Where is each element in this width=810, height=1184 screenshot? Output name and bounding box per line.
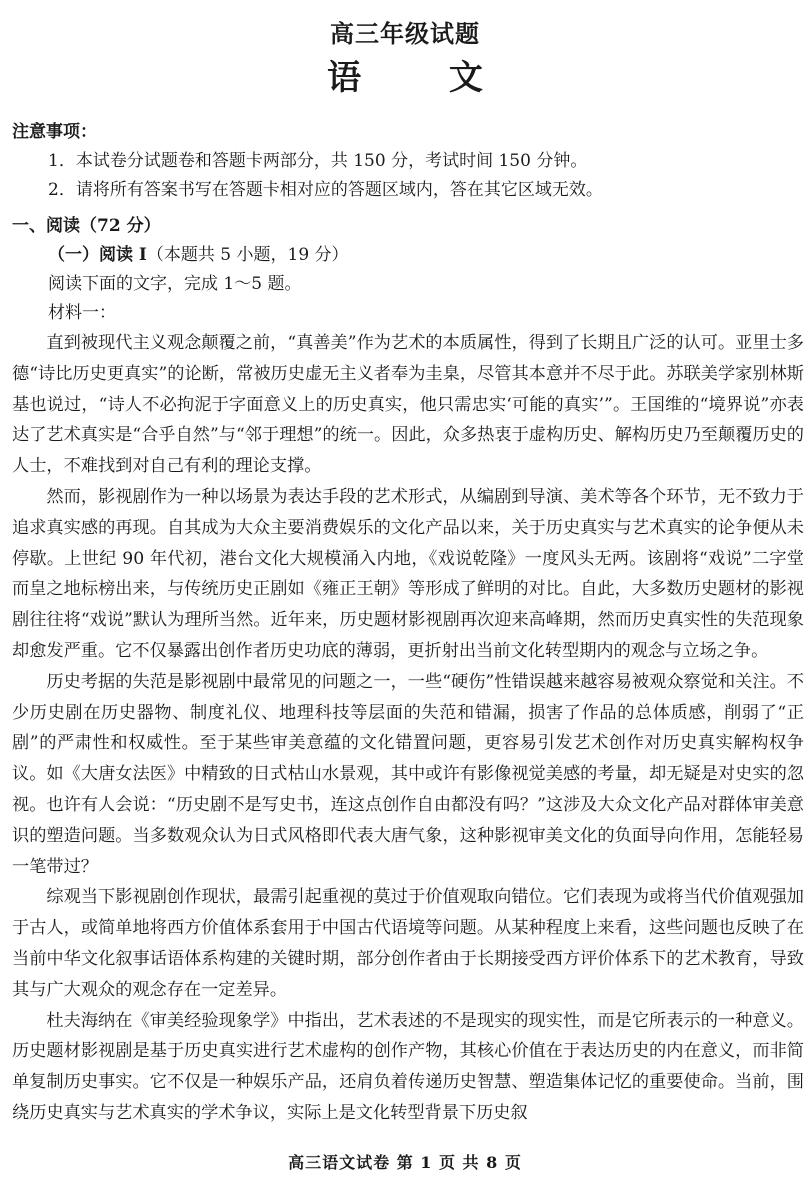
material-label: 材料一： <box>48 303 116 323</box>
section-heading: 一、阅读（72 分） <box>12 216 161 236</box>
notice-section <box>12 118 804 205</box>
page-footer: 高三语文试卷 第 1 页 共 8 页 <box>288 1153 522 1172</box>
sub-heading <box>12 241 804 270</box>
notice-label: 注意事项： <box>12 122 97 142</box>
paragraph: 杜夫海纳在《审美经验现象学》中指出，艺术表述的不是现实的现实性，而是它所表示的一种意义。历史题材影视剧是基于历史真实进行艺术虚构的创作产物，其核心价值在于表达历史的内在意义，而非简单复制历史事实。它不仅是一种娱乐产品，还肩负着传递历史智慧、塑造集体记忆的重要使命。当前，围绕历史真实与艺术真实的学术争议，实际上是文化转型背景下历史叙 <box>12 1010 804 1123</box>
paragraph: 综观当下影视剧创作现状，最需引起重视的莫过于价值观取向错位。它们表现为或将当代价值观强加于古人，或简单地将西方价值体系套用于中国古代语境等问题。从某种程度上来看，这些问题也反映了在当前中华文化叙事话语体系构建的关键时期，部分创作者由于长期接受西方评价体系下的艺术教育，导致其与广大观众的观念存在一定差异。 <box>12 887 804 1000</box>
sub-heading-note: （本题共 5 小题，19 分） <box>146 245 349 265</box>
notice-item: 2．请将所有答案书写在答题卡相对应的答题区域内，答在其它区域无效。 <box>48 180 603 200</box>
reading-section <box>12 212 804 328</box>
instruction: 阅读下面的文字，完成 1～5 题。 <box>48 274 302 294</box>
paragraph: 历史考据的失范是影视剧中最常见的问题之一，一些“硬伤”性错误越来越容易被观众察觉和关注。不少历史剧在历史器物、制度礼仪、地理科技等层面的失范和错漏，损害了作品的总体质感，削弱了“正剧”的严肃性和权威性。至于某些审美意蕴的文化错置问题，更容易引发艺术创作对历史真实解构权争议。如《大唐女法医》中精致的日式枯山水景观，其中或许有影像视觉美感的考量，却无疑是对史实的忽视。也许有人会说：“历史剧不是写史书，连这点创作自由都没有吗？”这涉及大众文化产品对群体审美意识的塑造问题。当多数观众认为日式风格即代表大唐气象，这种影视审美文化的负面导向作用，怎能轻易一笔带过？ <box>12 671 804 877</box>
notice-item: 1．本试卷分试题卷和答题卡两部分，共 150 分，考试时间 150 分钟。 <box>48 151 588 171</box>
exam-title: 高三年级试题 <box>330 19 480 48</box>
material-body <box>12 328 804 1129</box>
subject-title: 语 文 <box>327 58 521 98</box>
paragraph: 然而，影视剧作为一种以场景为表达手段的艺术形式，从编剧到导演、美术等各个环节，无不致力于追求真实感的再现。自其成为大众主要消费娱乐的文化产品以来，关于历史真实与艺术真实的论争便从未停歇。上世纪 90 年代初，港台文化大规模涌入内地，《戏说乾隆》一度风头无两。该剧将“戏说”二字堂而皇之地标榜出来，与传统历史正剧如《雍正王朝》等形成了鲜明的对比。自此，大多数历史题材的影视剧往往将“戏说”默认为理所当然。近年来，历史题材影视剧再次迎来高峰期，然而历史真实性的失范现象却愈发严重。它不仅暴露出创作者历史功底的薄弱，更折射出当前文化转型期内的观念与立场之争。 <box>12 486 804 661</box>
paragraph: 直到被现代主义观念颠覆之前，“真善美”作为艺术的本质属性，得到了长期且广泛的认可。亚里士多德“诗比历史更真实”的论断，常被历史虚无主义者奉为圭臬，尽管其本意并不尽于此。苏联美学家别林斯基也说过，“诗人不必拘泥于字面意义上的历史真实，他只需忠实‘可能的真实’”。王国维的“境界说”亦表达了艺术真实是“合乎自然”与“邻于理想”的统一。因此，众多热衷于虚构历史、解构历史乃至颠覆历史的人士，不难找到对自己有利的理论支撑。 <box>12 333 804 477</box>
sub-heading-title: （一）阅读 I <box>48 245 147 265</box>
